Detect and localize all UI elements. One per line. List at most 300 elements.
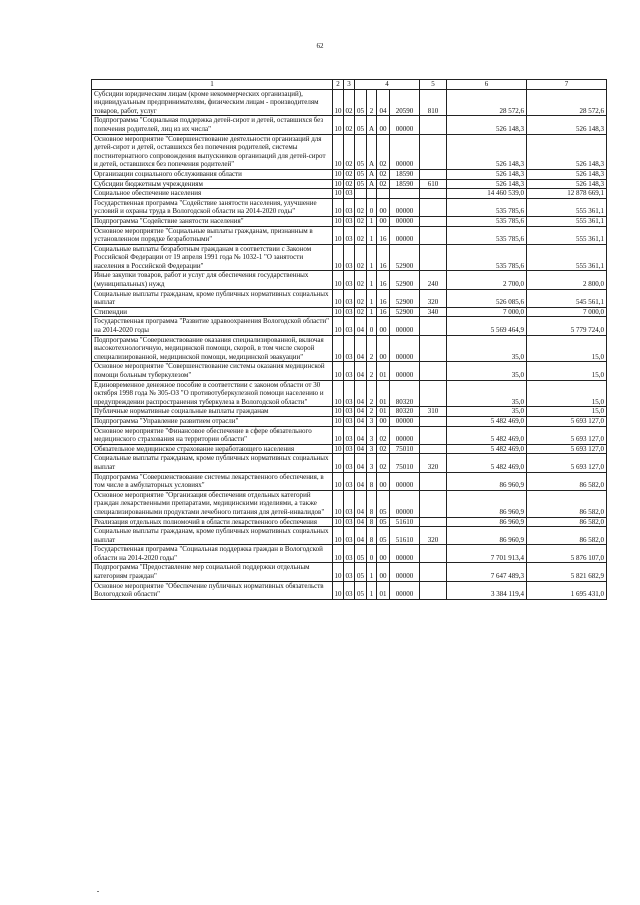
table-row bbox=[92, 380, 607, 407]
row-amount-year1-cell: 35,0 bbox=[447, 380, 527, 407]
row-event-cell: 00 bbox=[377, 216, 390, 226]
row-amount-year1-cell: 35,0 bbox=[447, 335, 527, 362]
table-row bbox=[92, 490, 607, 517]
row-amount-year2-cell: 5 693 127,0 bbox=[527, 426, 607, 444]
row-subprogram-cell: 1 bbox=[367, 244, 377, 271]
row-name-cell: Основное мероприятие "Совершенствование системы оказания медицинской помощи больным туберкулезом" bbox=[92, 362, 333, 380]
row-amount-year1-cell: 535 785,6 bbox=[447, 226, 527, 244]
row-event-cell: 01 bbox=[377, 407, 390, 417]
row-subprogram-cell: 0 bbox=[367, 317, 377, 335]
row-subprogram-cell: 3 bbox=[367, 444, 377, 454]
row-subsection-cell: 03 bbox=[344, 244, 355, 271]
row-event-cell: 16 bbox=[377, 226, 390, 244]
row-name-cell: Государственная программа "Социальная поддержка граждан в Вологодской области на 2014-2020 годы" bbox=[92, 545, 333, 563]
row-section-cell: 10 bbox=[333, 226, 344, 244]
row-expense-type-cell bbox=[420, 444, 447, 454]
row-name-cell: Социальное обеспечение населения bbox=[92, 189, 333, 199]
table-row bbox=[92, 444, 607, 454]
row-subprogram-cell: 1 bbox=[367, 581, 377, 599]
row-expense-type-cell bbox=[420, 517, 447, 527]
row-event-cell: 01 bbox=[377, 380, 390, 407]
row-expense-type-cell: 240 bbox=[420, 271, 447, 289]
header-cell-4: 4 bbox=[355, 80, 420, 90]
row-amount-year1-cell: 535 785,6 bbox=[447, 216, 527, 226]
row-subprogram-cell: 8 bbox=[367, 490, 377, 517]
header-cell-5: 5 bbox=[420, 80, 447, 90]
row-expense-type-cell bbox=[420, 472, 447, 490]
row-event-cell: 02 bbox=[377, 454, 390, 472]
row-event-cell: 01 bbox=[377, 362, 390, 380]
row-expense-type-cell bbox=[420, 317, 447, 335]
row-subsection-cell: 03 bbox=[344, 317, 355, 335]
row-amount-year2-cell: 526 148,3 bbox=[527, 179, 607, 189]
row-direction-cell: 00000 bbox=[390, 317, 420, 335]
row-event-cell: 16 bbox=[377, 244, 390, 271]
row-program-cell: 02 bbox=[355, 271, 367, 289]
row-name-cell: Социальные выплаты гражданам, кроме публичных нормативных социальных выплат bbox=[92, 289, 333, 307]
row-amount-year2-cell: 5 693 127,0 bbox=[527, 444, 607, 454]
row-direction-cell: 75010 bbox=[390, 444, 420, 454]
row-subprogram-cell: 2 bbox=[367, 380, 377, 407]
row-subsection-cell: 03 bbox=[344, 581, 355, 599]
row-name-cell: Субсидии бюджетным учреждениям bbox=[92, 179, 333, 189]
row-direction-cell: 00000 bbox=[390, 216, 420, 226]
row-amount-year2-cell: 555 361,1 bbox=[527, 216, 607, 226]
row-name-cell: Единовременное денежное пособие в соответствии с законом области от 30 октября 1998 года № 305-ОЗ "О противотуберкулезной помощи населению и предупреждении распространения туберкулеза в Вологодской области" bbox=[92, 380, 333, 407]
row-name-cell: Подпрограмма "Совершенствование системы лекарственного обеспечения, в том числе в амбулаторных условиях" bbox=[92, 472, 333, 490]
row-program-cell: 02 bbox=[355, 226, 367, 244]
header-cell-6: 6 bbox=[447, 80, 527, 90]
row-amount-year2-cell: 555 361,1 bbox=[527, 198, 607, 216]
row-direction-cell: 00000 bbox=[390, 362, 420, 380]
row-expense-type-cell: 810 bbox=[420, 89, 447, 116]
row-event-cell: 00 bbox=[377, 472, 390, 490]
row-expense-type-cell bbox=[420, 198, 447, 216]
row-subsection-cell: 02 bbox=[344, 116, 355, 134]
row-section-cell: 10 bbox=[333, 454, 344, 472]
table-row bbox=[92, 581, 607, 599]
row-subsection-cell: 03 bbox=[344, 426, 355, 444]
row-direction-cell: 80320 bbox=[390, 407, 420, 417]
row-name-cell: Основное мероприятие "Социальные выплаты гражданам, признанным в установленном порядке безработными" bbox=[92, 226, 333, 244]
row-expense-type-cell: 310 bbox=[420, 407, 447, 417]
row-program-cell: 04 bbox=[355, 472, 367, 490]
row-subsection-cell: 03 bbox=[344, 226, 355, 244]
row-subprogram-cell: А bbox=[367, 116, 377, 134]
row-subsection-cell: 03 bbox=[344, 545, 355, 563]
row-amount-year1-cell: 86 960,9 bbox=[447, 517, 527, 527]
row-event-cell: 00 bbox=[377, 116, 390, 134]
row-amount-year2-cell: 545 561,1 bbox=[527, 289, 607, 307]
row-amount-year2-cell: 86 582,0 bbox=[527, 472, 607, 490]
row-section-cell: 10 bbox=[333, 527, 344, 545]
row-subsection-cell: 03 bbox=[344, 563, 355, 581]
row-direction-cell: 51610 bbox=[390, 527, 420, 545]
row-subprogram-cell: 0 bbox=[367, 198, 377, 216]
row-subprogram-cell: А bbox=[367, 169, 377, 179]
row-subsection-cell: 03 bbox=[345, 444, 353, 453]
row-event-cell: 05 bbox=[377, 527, 390, 545]
row-subprogram-cell: 1 bbox=[367, 289, 377, 307]
row-subprogram-cell: 8 bbox=[367, 517, 377, 527]
row-section-cell: 10 bbox=[333, 490, 344, 517]
row-amount-year1-cell: 35,0 bbox=[447, 362, 527, 380]
row-expense-type-cell: 610 bbox=[420, 179, 447, 189]
row-amount-year1-cell: 86 960,9 bbox=[447, 472, 527, 490]
row-event-cell: 02 bbox=[377, 179, 390, 189]
row-program-cell: 04 bbox=[355, 362, 367, 380]
table-row bbox=[92, 472, 607, 490]
table-row bbox=[92, 226, 607, 244]
row-expense-type-cell: 320 bbox=[420, 527, 447, 545]
row-expense-type-cell bbox=[420, 362, 447, 380]
row-program-cell: 02 bbox=[355, 244, 367, 271]
table-row bbox=[92, 426, 607, 444]
row-amount-year2-cell: 5 693 127,0 bbox=[527, 416, 607, 426]
row-direction-cell: 52900 bbox=[390, 307, 420, 317]
row-program-cell: 04 bbox=[355, 490, 367, 517]
row-name-cell: Социальные выплаты гражданам, кроме публичных нормативных социальных выплат bbox=[92, 527, 333, 545]
row-program-cell: 05 bbox=[355, 581, 367, 599]
table-row bbox=[92, 317, 607, 335]
row-direction-cell: 00000 bbox=[390, 545, 420, 563]
row-amount-year2-cell: 5 779 724,0 bbox=[527, 317, 607, 335]
row-amount-year1-cell: 14 460 539,0 bbox=[447, 189, 527, 199]
row-program-cell: 05 bbox=[355, 89, 367, 116]
table-row bbox=[92, 545, 607, 563]
row-subprogram-cell bbox=[367, 189, 377, 199]
row-amount-year2-cell: 526 148,3 bbox=[527, 134, 607, 169]
row-amount-year2-cell: 15,0 bbox=[527, 407, 607, 417]
row-section-cell: 10 bbox=[333, 198, 344, 216]
row-section-cell: 10 bbox=[333, 317, 344, 335]
row-event-cell: 02 bbox=[377, 444, 390, 454]
row-amount-year1-cell: 526 148,3 bbox=[447, 116, 527, 134]
row-name-cell: Субсидии юридическим лицам (кроме некоммерческих организаций), индивидуальным предпринимателям, физическим лицам - производителям товаров, работ, услуг bbox=[92, 89, 333, 116]
row-section-cell: 10 bbox=[333, 289, 344, 307]
row-name-cell: Публичные нормативные социальные выплаты гражданам bbox=[92, 407, 333, 417]
row-amount-year2-cell: 5 693 127,0 bbox=[527, 454, 607, 472]
row-direction-cell: 00000 bbox=[390, 416, 420, 426]
table-row bbox=[92, 517, 607, 527]
row-program-cell: 05 bbox=[355, 179, 367, 189]
row-program-cell: 05 bbox=[355, 545, 367, 563]
row-amount-year1-cell: 3 384 119,4 bbox=[447, 581, 527, 599]
table-row bbox=[92, 116, 607, 134]
row-program-cell: 04 bbox=[355, 317, 367, 335]
row-name-cell: Основное мероприятие "Обеспечение публичных нормативных обязательств Вологодской области" bbox=[92, 581, 333, 599]
row-section-cell: 10 bbox=[333, 335, 344, 362]
row-amount-year1-cell: 5 482 469,0 bbox=[447, 454, 527, 472]
row-subprogram-cell: 1 bbox=[367, 226, 377, 244]
row-expense-type-cell bbox=[420, 581, 447, 599]
row-amount-year1-cell: 86 960,9 bbox=[447, 527, 527, 545]
row-subprogram-cell: 1 bbox=[367, 563, 377, 581]
row-direction-cell: 80320 bbox=[390, 380, 420, 407]
row-event-cell: 00 bbox=[377, 545, 390, 563]
row-subprogram-cell: 2 bbox=[367, 89, 377, 116]
row-amount-year2-cell: 5 821 682,9 bbox=[527, 563, 607, 581]
row-expense-type-cell bbox=[420, 216, 447, 226]
row-subprogram-cell: 3 bbox=[367, 416, 377, 426]
row-amount-year1-cell: 5 482 469,0 bbox=[447, 444, 527, 454]
row-event-cell: 00 bbox=[377, 335, 390, 362]
row-amount-year2-cell: 7 000,0 bbox=[527, 307, 607, 317]
row-section-cell: 10 bbox=[333, 581, 344, 599]
table-row bbox=[92, 307, 607, 317]
row-section-cell: 10 bbox=[333, 472, 344, 490]
row-name-cell: Основное мероприятие "Финансовое обеспечение в сфере обязательного медицинского страхования на территории области" bbox=[92, 426, 333, 444]
row-section-cell: 10 bbox=[333, 362, 344, 380]
row-subprogram-cell: А bbox=[367, 134, 377, 169]
row-program-cell: 04 bbox=[355, 426, 367, 444]
row-expense-type-cell bbox=[420, 426, 447, 444]
row-section-cell: 10 bbox=[333, 244, 344, 271]
table-row bbox=[92, 244, 607, 271]
row-expense-type-cell bbox=[420, 226, 447, 244]
row-program-cell: 05 bbox=[355, 134, 367, 169]
row-subprogram-cell: 1 bbox=[367, 307, 377, 317]
row-section-cell: 10 bbox=[333, 89, 344, 116]
row-direction-cell: 52900 bbox=[390, 244, 420, 271]
row-section-cell: 10 bbox=[334, 216, 342, 225]
row-expense-type-cell bbox=[420, 380, 447, 407]
row-amount-year2-cell: 12 878 669,1 bbox=[527, 189, 607, 199]
row-expense-type-cell bbox=[420, 545, 447, 563]
row-event-cell: 04 bbox=[377, 89, 390, 116]
row-amount-year1-cell: 7 701 913,4 bbox=[447, 545, 527, 563]
row-amount-year2-cell: 526 148,3 bbox=[527, 116, 607, 134]
row-amount-year1-cell: 5 482 469,0 bbox=[447, 426, 527, 444]
table-row bbox=[92, 289, 607, 307]
row-program-cell: 04 bbox=[355, 454, 367, 472]
row-amount-year2-cell: 526 148,3 bbox=[527, 169, 607, 179]
row-section-cell: 10 bbox=[333, 271, 344, 289]
row-event-cell: 00 bbox=[377, 416, 390, 426]
row-subprogram-cell: 2 bbox=[367, 362, 377, 380]
row-direction-cell bbox=[390, 189, 420, 199]
header-cell-3: 3 bbox=[344, 80, 355, 90]
header-cell-7: 7 bbox=[527, 80, 607, 90]
row-name-cell: Социальные выплаты гражданам, кроме публичных нормативных социальных выплат bbox=[92, 454, 333, 472]
row-amount-year2-cell: 2 800,0 bbox=[527, 271, 607, 289]
row-direction-cell: 00000 bbox=[390, 581, 420, 599]
row-name-cell: Подпрограмма "Социальная поддержка детей-сирот и детей, оставшихся без попечения родителей, лиц из их числа" bbox=[92, 116, 333, 134]
row-name-cell: Стипендии bbox=[92, 307, 333, 317]
row-amount-year1-cell: 526 085,6 bbox=[447, 289, 527, 307]
row-amount-year2-cell: 15,0 bbox=[527, 335, 607, 362]
row-direction-cell: 20590 bbox=[390, 89, 420, 116]
row-subsection-cell: 03 bbox=[344, 472, 355, 490]
row-amount-year1-cell: 86 960,9 bbox=[447, 490, 527, 517]
row-direction-cell: 00000 bbox=[390, 426, 420, 444]
row-direction-cell: 75010 bbox=[390, 454, 420, 472]
row-section-cell: 10 bbox=[333, 426, 344, 444]
row-subsection-cell: 03 bbox=[344, 271, 355, 289]
row-subsection-cell: 03 bbox=[345, 407, 353, 416]
row-section-cell: 10 bbox=[334, 307, 342, 316]
row-subsection-cell: 03 bbox=[345, 416, 353, 425]
table-row bbox=[92, 335, 607, 362]
row-program-cell: 04 bbox=[355, 444, 367, 454]
row-subprogram-cell: 0 bbox=[367, 545, 377, 563]
row-expense-type-cell: 320 bbox=[420, 289, 447, 307]
row-expense-type-cell bbox=[420, 116, 447, 134]
table-row bbox=[92, 134, 607, 169]
row-program-cell: 05 bbox=[355, 563, 367, 581]
row-amount-year2-cell: 5 876 107,0 bbox=[527, 545, 607, 563]
row-amount-year2-cell: 555 361,1 bbox=[527, 226, 607, 244]
row-name-cell: Подпрограмма "Управление развитием отрасли" bbox=[92, 416, 333, 426]
table-header-row bbox=[92, 80, 607, 90]
row-direction-cell: 00000 bbox=[390, 563, 420, 581]
table-row bbox=[92, 216, 607, 226]
row-name-cell: Основное мероприятие "Совершенствование деятельности организаций для детей-сирот и детей, оставшихся без попечения родителей, системы постинтернатного сопровождения выпускников организаций для детей-сирот и детей, оставшихся без попечения родителей" bbox=[92, 134, 333, 169]
row-name-cell: Государственная программа "Развитие здравоохранения Вологодской области" на 2014-2020 годы bbox=[92, 317, 333, 335]
row-amount-year1-cell: 535 785,6 bbox=[447, 198, 527, 216]
row-subprogram-cell: 8 bbox=[367, 527, 377, 545]
row-event-cell: 00 bbox=[377, 198, 390, 216]
row-amount-year2-cell: 28 572,6 bbox=[527, 89, 607, 116]
row-subprogram-cell: 2 bbox=[367, 407, 377, 417]
row-direction-cell: 00000 bbox=[390, 198, 420, 216]
row-program-cell: 04 bbox=[355, 517, 367, 527]
row-subsection-cell: 03 bbox=[344, 490, 355, 517]
row-direction-cell: 00000 bbox=[390, 116, 420, 134]
row-amount-year2-cell: 86 582,0 bbox=[527, 517, 607, 527]
row-subsection-cell: 02 bbox=[345, 179, 353, 188]
table-row bbox=[92, 407, 607, 417]
table-row bbox=[92, 169, 607, 179]
table-row bbox=[92, 271, 607, 289]
row-amount-year1-cell: 7 000,0 bbox=[447, 307, 527, 317]
row-subprogram-cell: 2 bbox=[367, 335, 377, 362]
row-section-cell: 10 bbox=[333, 380, 344, 407]
row-program-cell: 04 bbox=[355, 527, 367, 545]
row-section-cell: 10 bbox=[334, 169, 342, 178]
row-name-cell: Государственная программа "Содействие занятости населения, улучшение условий и охраны труда в Вологодской области на 2014-2020 годы" bbox=[92, 198, 333, 216]
row-event-cell: 02 bbox=[377, 426, 390, 444]
row-subprogram-cell: 8 bbox=[367, 472, 377, 490]
row-amount-year2-cell: 1 695 431,0 bbox=[527, 581, 607, 599]
row-expense-type-cell: 340 bbox=[420, 307, 447, 317]
row-event-cell: 02 bbox=[377, 134, 390, 169]
row-subsection-cell: 03 bbox=[344, 198, 355, 216]
row-event-cell: 01 bbox=[377, 581, 390, 599]
row-section-cell: 10 bbox=[334, 444, 342, 453]
budget-table bbox=[91, 79, 607, 600]
row-direction-cell: 52900 bbox=[390, 289, 420, 307]
row-amount-year1-cell: 535 785,6 bbox=[447, 244, 527, 271]
row-name-cell: Подпрограмма "Совершенствование оказания специализированной, включая высокотехнологичную, медицинской помощи, скорой, в том числе скорой специализированной, медицинской помощи, медицинской эвакуации" bbox=[92, 335, 333, 362]
page-number: 62 bbox=[316, 42, 324, 50]
row-expense-type-cell bbox=[420, 563, 447, 581]
row-expense-type-cell bbox=[420, 490, 447, 517]
row-direction-cell: 00000 bbox=[390, 490, 420, 517]
row-section-cell: 10 bbox=[334, 189, 342, 198]
row-amount-year1-cell: 526 148,3 bbox=[447, 179, 527, 189]
row-section-cell: 10 bbox=[334, 407, 342, 416]
row-program-cell: 05 bbox=[355, 169, 367, 179]
row-event-cell: 05 bbox=[377, 490, 390, 517]
row-direction-cell: 00000 bbox=[390, 134, 420, 169]
row-subsection-cell: 02 bbox=[345, 169, 353, 178]
row-subsection-cell: 03 bbox=[344, 289, 355, 307]
row-amount-year1-cell: 5 482 469,0 bbox=[447, 416, 527, 426]
row-expense-type-cell bbox=[420, 335, 447, 362]
row-amount-year2-cell: 15,0 bbox=[527, 362, 607, 380]
row-subsection-cell: 03 bbox=[345, 189, 353, 198]
row-section-cell: 10 bbox=[334, 416, 342, 425]
row-subsection-cell: 03 bbox=[345, 216, 353, 225]
row-section-cell: 10 bbox=[333, 134, 344, 169]
row-expense-type-cell bbox=[420, 416, 447, 426]
row-section-cell: 10 bbox=[333, 563, 344, 581]
row-subsection-cell: 03 bbox=[345, 307, 353, 316]
row-event-cell: 16 bbox=[377, 307, 390, 317]
row-subsection-cell: 03 bbox=[344, 454, 355, 472]
row-subprogram-cell: А bbox=[367, 179, 377, 189]
row-event-cell bbox=[377, 189, 390, 199]
row-program-cell: 02 bbox=[355, 216, 367, 226]
row-expense-type-cell bbox=[420, 134, 447, 169]
row-expense-type-cell: 320 bbox=[420, 454, 447, 472]
row-program-cell: 02 bbox=[355, 307, 367, 317]
row-amount-year2-cell: 86 582,0 bbox=[527, 527, 607, 545]
row-subsection-cell: 03 bbox=[344, 380, 355, 407]
row-section-cell: 10 bbox=[333, 116, 344, 134]
row-expense-type-cell bbox=[420, 169, 447, 179]
row-event-cell: 16 bbox=[377, 289, 390, 307]
row-event-cell: 16 bbox=[377, 271, 390, 289]
table-row bbox=[92, 454, 607, 472]
row-name-cell: Реализация отдельных полномочий в области лекарственного обеспечения bbox=[92, 517, 333, 527]
row-event-cell: 02 bbox=[377, 169, 390, 179]
row-program-cell bbox=[355, 189, 367, 199]
row-name-cell: Обязательное медицинское страхование неработающего населения bbox=[92, 444, 333, 454]
header-cell-2: 2 bbox=[333, 80, 344, 90]
table-row bbox=[92, 89, 607, 116]
row-event-cell: 05 bbox=[377, 517, 390, 527]
row-subsection-cell: 03 bbox=[345, 517, 353, 526]
row-name-cell: Подпрограмма "Предоставление мер социальной поддержки отдельным категориям граждан" bbox=[92, 563, 333, 581]
row-amount-year2-cell: 15,0 bbox=[527, 380, 607, 407]
row-expense-type-cell bbox=[420, 244, 447, 271]
row-amount-year1-cell: 35,0 bbox=[447, 407, 527, 417]
row-direction-cell: 00000 bbox=[390, 335, 420, 362]
row-section-cell: 10 bbox=[334, 517, 342, 526]
row-amount-year2-cell: 86 582,0 bbox=[527, 490, 607, 517]
row-program-cell: 04 bbox=[355, 335, 367, 362]
row-name-cell: Основное мероприятие "Организация обеспечения отдельных категорий граждан лекарственными препаратами, медицинскими изделиями, а также специализированными продуктами лечебного питания для детей-инвалидов" bbox=[92, 490, 333, 517]
row-amount-year1-cell: 7 647 489,3 bbox=[447, 563, 527, 581]
row-subsection-cell: 02 bbox=[344, 89, 355, 116]
scan-mark bbox=[97, 891, 99, 892]
row-expense-type-cell bbox=[420, 189, 447, 199]
row-amount-year1-cell: 28 572,6 bbox=[447, 89, 527, 116]
row-section-cell: 10 bbox=[334, 179, 342, 188]
row-name-cell: Иные закупки товаров, работ и услуг для обеспечения государственных (муниципальных) нужд bbox=[92, 271, 333, 289]
row-name-cell: Подпрограмма "Содействие занятости населения" bbox=[92, 216, 333, 226]
row-program-cell: 02 bbox=[355, 289, 367, 307]
table-row bbox=[92, 179, 607, 189]
row-amount-year1-cell: 5 569 464,9 bbox=[447, 317, 527, 335]
row-program-cell: 02 bbox=[355, 198, 367, 216]
table-row bbox=[92, 189, 607, 199]
row-event-cell: 00 bbox=[377, 317, 390, 335]
row-subsection-cell: 02 bbox=[344, 134, 355, 169]
row-name-cell: Организации социального обслуживания области bbox=[92, 169, 333, 179]
